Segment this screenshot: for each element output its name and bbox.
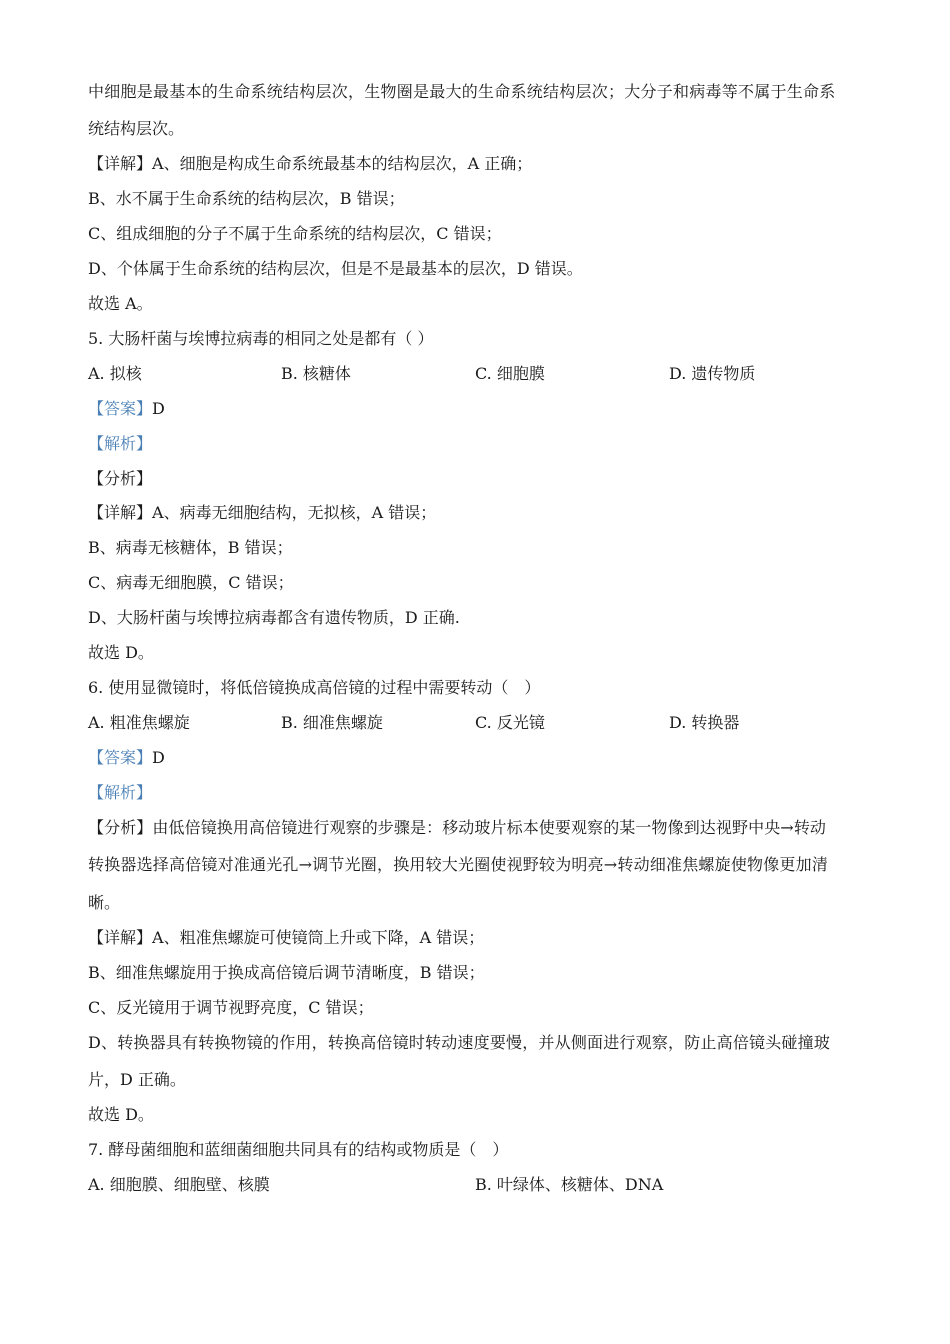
- q4-detail-b: B、水不属于生命系统的结构层次，B 错误；: [88, 189, 405, 208]
- answer-label: 【答案】: [88, 748, 153, 767]
- q5-detail-c: C、病毒无细胞膜，C 错误；: [88, 573, 294, 592]
- q6-fenxi-line-1: [88, 818, 868, 838]
- answer-label: 【答案】: [88, 399, 153, 418]
- q5-answer-value: D: [152, 399, 165, 418]
- detail-label: 【详解】: [88, 154, 153, 173]
- q6-option-b: B. 细准焦螺旋: [281, 713, 383, 732]
- q5-detail-a: A、病毒无细胞结构，无拟核，A 错误；: [152, 503, 437, 522]
- q6-stem: 6. 使用显微镜时，将低倍镜换成高倍镜的过程中需要转动（ ）: [88, 678, 541, 697]
- q4-intro-line-1: 中细胞是最基本的生命系统结构层次，生物圈是最大的生命系统结构层次；大分子和病毒等不属于生命系: [88, 82, 836, 101]
- q6-answer-value: D: [152, 748, 165, 767]
- q5-option-d: D. 遗传物质: [669, 364, 756, 383]
- q6-detail-c: C、反光镜用于调节视野亮度，C 错误；: [88, 998, 374, 1017]
- q5-detail-b: B、病毒无核糖体，B 错误；: [88, 538, 293, 557]
- q6-fenxi-line-3: 晰。: [88, 893, 121, 912]
- q6-option-a: A. 粗准焦螺旋: [88, 713, 190, 732]
- q5-detail: [88, 503, 868, 523]
- detail-label: 【详解】: [88, 503, 153, 522]
- q5-fenxi-label: 【分析】: [88, 469, 153, 488]
- q6-detail-a: A、粗准焦螺旋可使镜筒上升或下降，A 错误；: [152, 928, 485, 947]
- q4-detail-a: A、细胞是构成生命系统最基本的结构层次，A 正确；: [152, 154, 533, 173]
- q4-detail-d: D、个体属于生命系统的结构层次，但是不是最基本的层次，D 错误。: [88, 259, 583, 278]
- q6-detail-d-line-1: D、转换器具有转换物镜的作用，转换高倍镜时转动速度要慢，并从侧面进行观察，防止高倍镜头碰撞玻: [88, 1033, 831, 1052]
- q6-detail-d-line-2: 片，D 正确。: [88, 1070, 186, 1089]
- q6-detail-b: B、细准焦螺旋用于换成高倍镜后调节清晰度，B 错误；: [88, 963, 485, 982]
- q5-option-a: A. 拟核: [88, 364, 142, 383]
- q6-fenxi-line-2: 转换器选择高倍镜对准通光孔→调节光圈，换用较大光圈使视野较为明亮→转动细准焦螺旋使物像更加清: [88, 855, 829, 874]
- q4-intro-line-2: 统结构层次。: [88, 119, 185, 138]
- q6-option-d: D. 转换器: [669, 713, 740, 732]
- q4-choose: 故选 A。: [88, 294, 153, 313]
- q6-detail: [88, 928, 868, 948]
- q6-choose: 故选 D。: [88, 1105, 154, 1124]
- q6-answer: [88, 748, 868, 768]
- fenxi-label: 【分析】: [88, 818, 153, 837]
- q6-option-c: C. 反光镜: [475, 713, 545, 732]
- q7-option-b: B. 叶绿体、核糖体、DNA: [475, 1175, 664, 1194]
- q7-option-a: A. 细胞膜、细胞壁、核膜: [88, 1175, 270, 1194]
- q5-detail-d: D、大肠杆菌与埃博拉病毒都含有遗传物质，D 正确.: [88, 608, 460, 627]
- detail-label: 【详解】: [88, 928, 153, 947]
- q5-answer: [88, 399, 868, 419]
- q7-stem: 7. 酵母菌细胞和蓝细菌细胞共同具有的结构或物质是（ ）: [88, 1140, 509, 1159]
- q5-option-b: B. 核糖体: [281, 364, 351, 383]
- q6-fenxi-text-1: 由低倍镜换用高倍镜进行观察的步骤是：移动玻片标本使要观察的某一物像到达视野中央→转动: [152, 818, 827, 837]
- q5-choose: 故选 D。: [88, 643, 154, 662]
- q5-stem: 5. 大肠杆菌与埃博拉病毒的相同之处是都有（ ）: [88, 329, 434, 348]
- q6-analysis-label: 【解析】: [88, 783, 153, 802]
- q5-analysis-label: 【解析】: [88, 434, 153, 453]
- q4-detail: [88, 154, 868, 174]
- q5-option-c: C. 细胞膜: [475, 364, 545, 383]
- q4-detail-c: C、组成细胞的分子不属于生命系统的结构层次，C 错误；: [88, 224, 502, 243]
